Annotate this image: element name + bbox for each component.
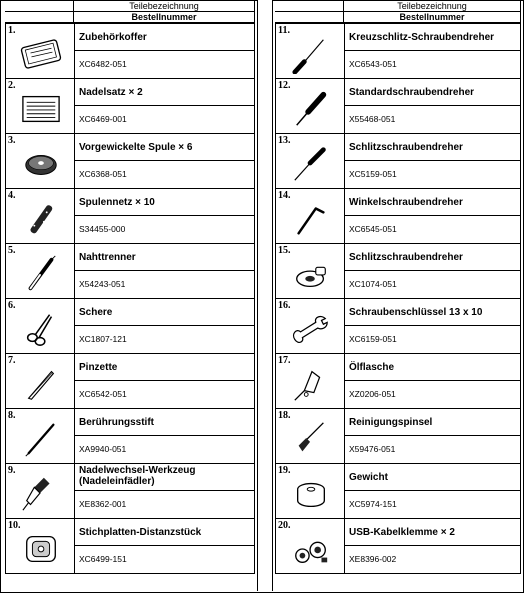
part-order-number: XC6159-051 [345,326,521,354]
part-image-cell [6,354,75,409]
part-name: Schere [75,299,255,326]
part-image-cell [6,299,75,354]
part-name: Stichplatten-Distanzstück [75,519,255,546]
part-name: Schlitzschraubendreher [345,134,521,161]
part-order-number: XE8396-002 [345,546,521,574]
part-number: 20. [278,520,291,531]
column-gutter [257,0,273,591]
disc-screwdriver-icon [286,254,336,294]
part-order-number: X59476-051 [345,436,521,464]
part-image-cell [276,79,345,134]
part-name: Gewicht [345,464,521,491]
part-number: 2. [8,80,16,91]
touch-pen-icon [16,419,66,459]
part-order-number: XA9940-051 [75,436,255,464]
seam-ripper-icon [16,254,66,294]
part-order-number: XC1807-121 [75,326,255,354]
accessory-case-icon [16,34,66,74]
part-name: Zubehörkoffer [75,24,255,51]
scissors-icon [16,309,66,349]
part-order-number: XC5159-051 [345,161,521,189]
part-image-cell [6,189,75,244]
part-order-number: XC6499-151 [75,546,255,574]
part-number: 4. [8,190,16,201]
part-image-cell [6,79,75,134]
part-order-number: X55468-051 [345,106,521,134]
part-order-number: XE8362-001 [75,491,255,519]
cleaning-brush-icon [286,419,336,459]
part-number: 12. [278,80,291,91]
parts-table-right [275,0,521,574]
parts-table-left [5,0,255,574]
part-number: 7. [8,355,16,366]
header-part-name-right: Teilebezeichnung [344,1,521,12]
part-number: 19. [278,465,291,476]
part-name: Nadelsatz × 2 [75,79,255,106]
part-number: 6. [8,300,16,311]
part-name: Vorgewickelte Spule × 6 [75,134,255,161]
part-number: 8. [8,410,16,421]
part-image-cell [276,519,345,574]
part-image-cell [276,189,345,244]
header-order-number: Bestellnummer [74,12,255,23]
part-image-cell [276,464,345,519]
part-image-cell [276,409,345,464]
slotted-screwdriver-icon [286,144,336,184]
part-order-number: XC6368-051 [75,161,255,189]
part-number: 1. [8,25,16,36]
header-order-number-right: Bestellnummer [344,12,521,23]
tweezers-icon [16,364,66,404]
part-name: Ölflasche [345,354,521,381]
part-number: 9. [8,465,16,476]
bobbin-net-icon [16,199,66,239]
plate-spacer-icon [16,529,66,569]
angle-screwdriver-icon [286,199,336,239]
part-number: 11. [278,25,290,36]
usb-cable-clamp-icon [286,529,336,569]
part-name: USB-Kabelklemme × 2 [345,519,521,546]
weight-icon [286,474,336,514]
part-order-number: XZ0206-051 [345,381,521,409]
part-name: Berührungsstift [75,409,255,436]
part-image-cell [276,299,345,354]
part-image-cell [6,519,75,574]
part-order-number: X54243-051 [75,271,255,299]
part-image-cell [6,244,75,299]
part-number: 16. [278,300,291,311]
wrench-icon [286,309,336,349]
part-order-number: XC6545-051 [345,216,521,244]
part-name: Schraubenschlüssel 13 x 10 [345,299,521,326]
part-number: 14. [278,190,291,201]
part-name: Pinzette [75,354,255,381]
part-order-number: XC6469-001 [75,106,255,134]
part-number: 15. [278,245,291,256]
standard-screwdriver-icon [286,89,336,129]
part-order-number: S34455-000 [75,216,255,244]
bobbin-icon [16,144,66,184]
part-image-cell [6,24,75,79]
part-name: Nadelwechsel-Werkzeug (Nadeleinfädler) [75,464,255,491]
part-name: Standardschraubendreher [345,79,521,106]
part-order-number: XC6542-051 [75,381,255,409]
needle-set-icon [16,89,66,129]
part-order-number: XC6543-051 [345,51,521,79]
part-number: 18. [278,410,291,421]
part-number: 5. [8,245,16,256]
part-image-cell [6,409,75,464]
part-image-cell [276,244,345,299]
part-number: 17. [278,355,291,366]
part-image-cell [6,464,75,519]
part-name: Nahttrenner [75,244,255,271]
part-image-cell [6,134,75,189]
part-number: 13. [278,135,291,146]
part-order-number: XC5974-151 [345,491,521,519]
part-order-number: XC1074-051 [345,271,521,299]
phillips-screwdriver-icon [286,34,336,74]
needle-change-tool-icon [16,474,66,514]
part-number: 3. [8,135,16,146]
part-name: Winkelschraubendreher [345,189,521,216]
part-name: Spulennetz × 10 [75,189,255,216]
part-name: Kreuzschlitz-Schraubendreher [345,24,521,51]
part-image-cell [276,134,345,189]
part-image-cell [276,24,345,79]
part-image-cell [276,354,345,409]
part-number: 10. [8,520,21,531]
header-part-name: Teilebezeichnung [74,1,255,12]
part-name: Schlitzschraubendreher [345,244,521,271]
part-order-number: XC6482-051 [75,51,255,79]
oil-bottle-icon [286,364,336,404]
part-name: Reinigungspinsel [345,409,521,436]
